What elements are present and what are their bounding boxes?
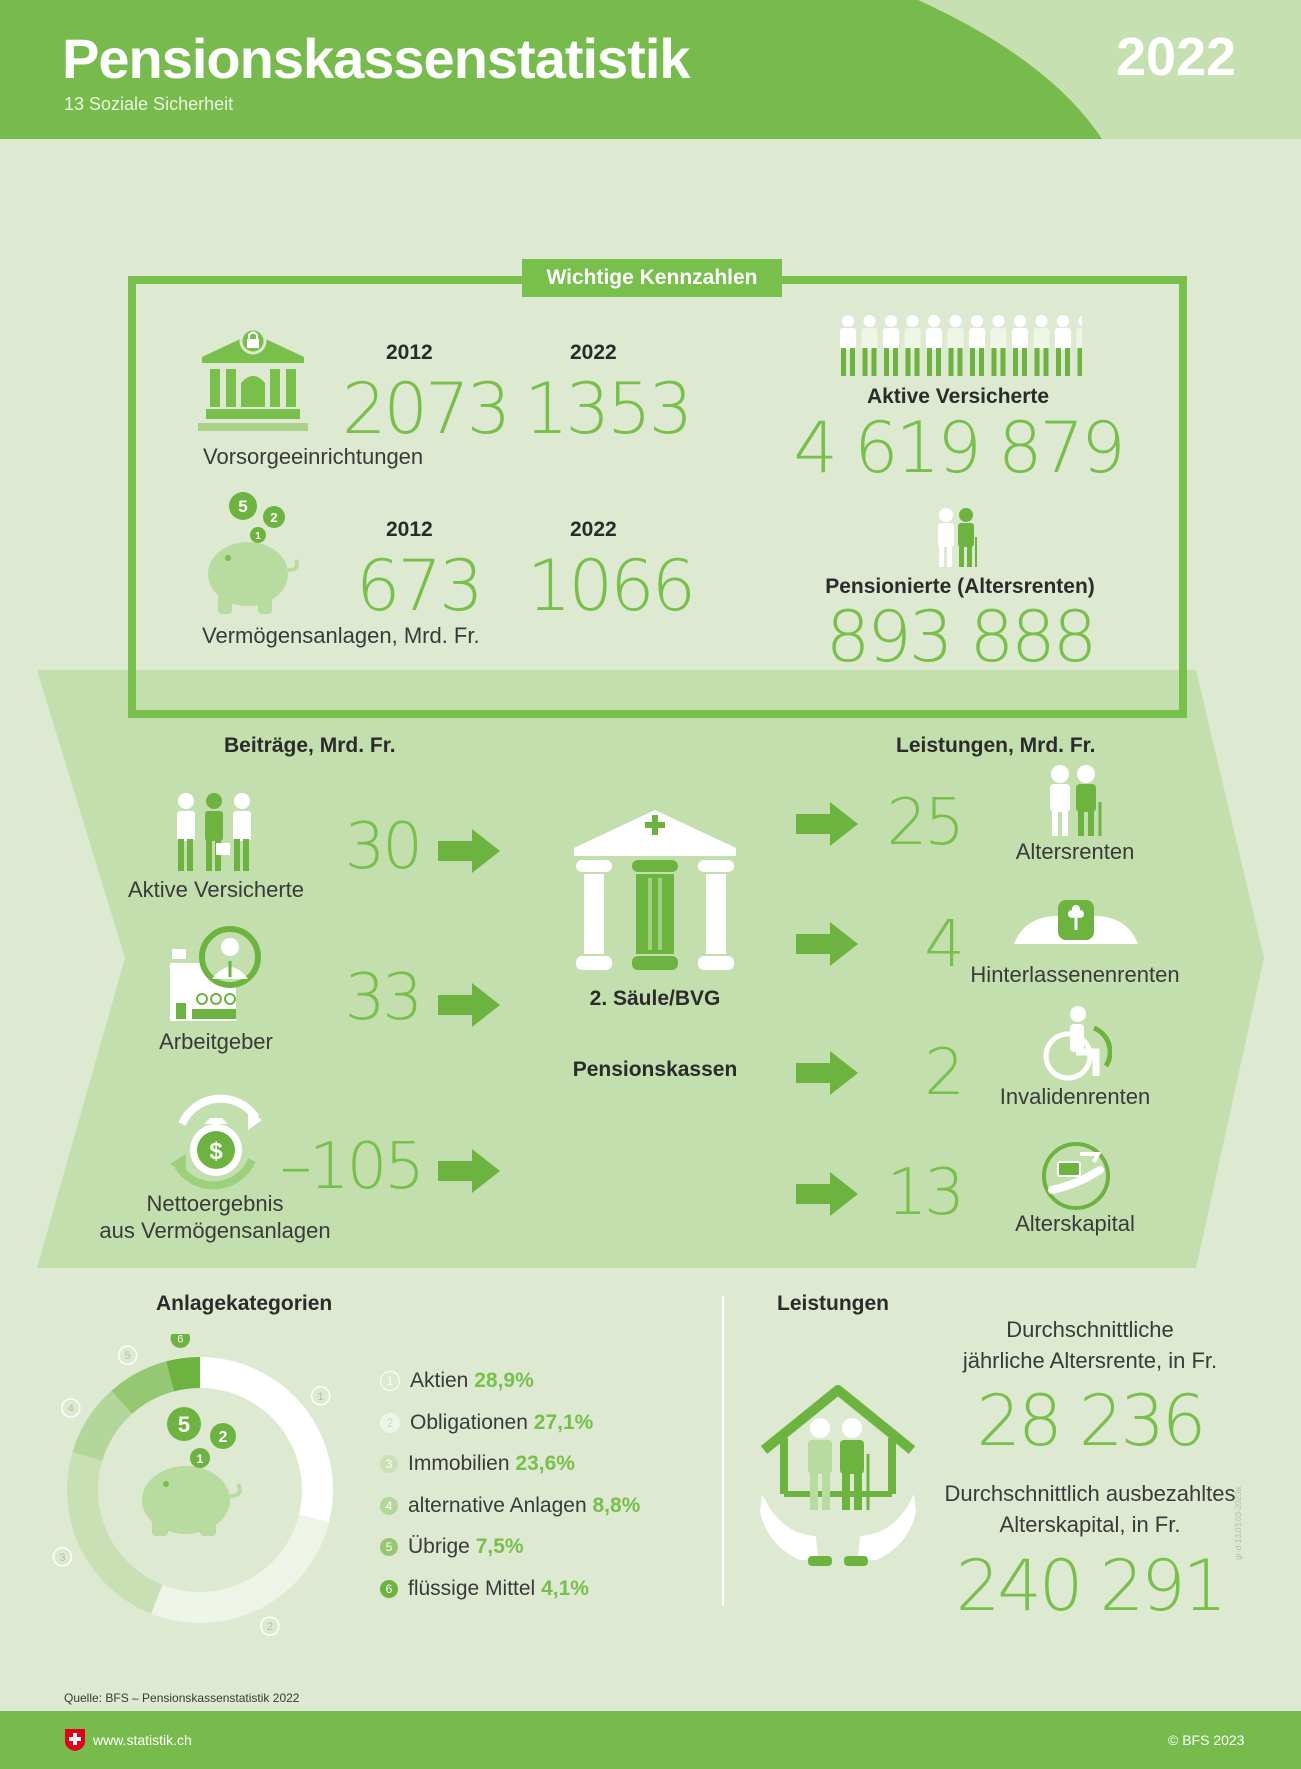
pensionierte-label: Pensionierte (Altersrenten)	[825, 575, 1095, 598]
person-figure	[905, 315, 921, 376]
aktive-label: Aktive Versicherte	[866, 385, 1050, 408]
legend-number-badge: 3	[380, 1455, 398, 1473]
kennzahlen-title: Wichtige Kennzahlen	[522, 259, 782, 297]
anlage-title: Anlagekategorien	[156, 1292, 333, 1315]
legend-pct: 23,6%	[515, 1452, 575, 1475]
header-corner-shape	[900, 0, 1301, 139]
grave-icon	[1014, 898, 1138, 948]
einrichtungen-year2: 2022	[570, 341, 617, 364]
einrichtungen-value-2022: 1353	[524, 368, 691, 450]
legend-item	[380, 1535, 680, 1577]
einrichtungen-label: Vorsorgeeinrichtungen	[203, 444, 424, 469]
svg-text:2: 2	[270, 510, 278, 525]
copyright: © BFS 2023	[1168, 1732, 1245, 1748]
legend-label: Aktien	[410, 1369, 469, 1392]
kapital-value: 240 291	[955, 1545, 1225, 1627]
leistungen-title: Leistungen	[777, 1292, 890, 1315]
center-label-pensionskassen: Pensionskassen	[572, 1058, 738, 1081]
legend-number-badge: 1	[380, 1371, 400, 1391]
input-label-arbeitgeber: Arbeitgeber	[159, 1029, 273, 1054]
legend-pct: 27,1%	[533, 1410, 594, 1434]
output-label-invaliden: Invalidenrenten	[999, 1084, 1151, 1109]
kapital-label-line1: Durchschnittlich ausbezahltes	[944, 1481, 1236, 1506]
legend-pct: 28,9%	[474, 1369, 534, 1392]
donut-badge-label-2: 2	[266, 1621, 273, 1634]
output-value-alterskapital: 13	[886, 1156, 962, 1230]
input-value-aktive: 30	[344, 810, 420, 884]
legend-pct: 8,8%	[592, 1493, 641, 1517]
wheelchair-icon	[1040, 1006, 1112, 1082]
output-label-hinterlassenen: Hinterlassenenrenten	[970, 962, 1180, 987]
aktive-value: 4 619 879	[793, 407, 1123, 489]
website-link[interactable]: www.statistik.ch	[93, 1732, 192, 1748]
piggy-bank-icon	[204, 492, 304, 618]
center-label-bvg: 2. Säule/BVG	[589, 987, 721, 1010]
svg-text:$: $	[209, 1138, 223, 1165]
legend-item	[380, 1494, 680, 1536]
pension-fund-building-icon	[572, 808, 738, 974]
vermoegen-value-2022: 1066	[527, 545, 694, 627]
input-value-netto: –105	[279, 1130, 422, 1204]
vermoegen-year1: 2012	[386, 518, 433, 541]
person-figure	[926, 315, 942, 376]
legend-label: flüssige Mittel	[408, 1576, 536, 1600]
person-figure	[1055, 315, 1071, 376]
elderly-couple-icon	[1046, 764, 1104, 838]
person-figure	[1034, 315, 1050, 376]
person-figure	[862, 315, 878, 376]
rente-label-line2: jährliche Altersrente, in Fr.	[962, 1348, 1218, 1373]
legend-label: Obligationen	[410, 1410, 528, 1434]
leistungen-flow-title: Leistungen, Mrd. Fr.	[896, 734, 1096, 757]
donut-badge-label-4: 4	[67, 1403, 74, 1416]
input-label-netto-1: Nettoergebnis	[146, 1191, 284, 1216]
legend-item	[380, 1369, 680, 1411]
svg-text:1: 1	[196, 1452, 204, 1466]
legend-item	[380, 1452, 680, 1494]
input-label-aktive: Aktive Versicherte	[127, 877, 305, 902]
person-figure	[1077, 315, 1083, 376]
output-value-hinterlassenen: 4	[924, 908, 962, 982]
house-hands-couple-icon	[756, 1384, 920, 1568]
legend-number-badge: 6	[380, 1580, 398, 1598]
legend-pct: 4,1%	[541, 1576, 589, 1600]
legend-number-badge: 4	[380, 1497, 398, 1515]
beitraege-title: Beiträge, Mrd. Fr.	[224, 734, 396, 757]
kapital-label-line2: Alterskapital, in Fr.	[999, 1512, 1181, 1537]
output-label-alterskapital: Alterskapital	[1015, 1211, 1135, 1236]
bank-lock-icon	[198, 325, 310, 435]
legend-label: Übrige	[408, 1535, 470, 1558]
workers-icon	[172, 791, 258, 873]
output-value-invaliden: 2	[924, 1036, 962, 1110]
header-year: 2022	[1116, 27, 1237, 87]
hand-money-icon	[1040, 1140, 1112, 1212]
anlage-legend	[380, 1369, 680, 1618]
legend-pct: 7,5%	[475, 1535, 524, 1558]
legend-item	[380, 1411, 680, 1453]
arrow-right-icon	[438, 983, 500, 1027]
input-label-netto-2: aus Vermögensanlagen	[99, 1218, 331, 1243]
einrichtungen-year1: 2012	[386, 341, 433, 364]
svg-text:5: 5	[238, 497, 248, 516]
vermoegen-value-2012: 673	[356, 545, 481, 627]
page-subtitle: 13 Soziale Sicherheit	[64, 94, 234, 114]
page-title: Pensionskassenstatistik	[62, 27, 690, 90]
side-code: gr-d-13.03.03-2023a	[1234, 1487, 1243, 1560]
people-row-icon	[838, 314, 1082, 378]
person-figure	[883, 315, 899, 376]
legend-number-badge: 5	[380, 1538, 398, 1556]
input-value-arbeitgeber: 33	[344, 961, 420, 1035]
legend-number-badge: 2	[380, 1413, 400, 1433]
output-label-altersrenten: Altersrenten	[1015, 839, 1135, 864]
person-figure	[948, 315, 964, 376]
footer-bar	[0, 1711, 1301, 1769]
swiss-flag-icon	[65, 1729, 85, 1751]
section-divider	[722, 1296, 724, 1606]
legend-label: alternative Anlagen	[408, 1493, 587, 1517]
vermoegen-label: Vermögensanlagen, Mrd. Fr.	[202, 623, 480, 648]
svg-text:1: 1	[255, 531, 261, 542]
legend-item	[380, 1577, 680, 1619]
rente-label-line1: Durchschnittliche	[1006, 1317, 1174, 1342]
rente-value: 28 236	[976, 1380, 1204, 1462]
person-figure	[969, 315, 985, 376]
svg-text:2: 2	[218, 1429, 228, 1446]
person-figure	[840, 315, 856, 376]
einrichtungen-value-2012: 2073	[342, 368, 509, 450]
pensionierte-value: 893 888	[825, 596, 1095, 678]
elderly-couple-icon	[934, 507, 980, 569]
factory-employer-icon	[168, 925, 264, 1021]
source-note: Quelle: BFS – Pensionskassenstatistik 2022	[64, 1691, 300, 1705]
piggy-bank-icon	[134, 1406, 258, 1536]
donut-badge-label-3: 3	[59, 1551, 66, 1564]
arrow-right-icon	[438, 1149, 500, 1193]
vermoegen-year2: 2022	[570, 518, 617, 541]
svg-text:5: 5	[177, 1412, 191, 1437]
donut-badge-label-1: 1	[317, 1390, 324, 1403]
arrow-right-icon	[438, 829, 500, 873]
donut-badge-label-6: 6	[177, 1334, 184, 1346]
person-figure	[991, 315, 1007, 376]
person-figure	[1012, 315, 1028, 376]
output-value-altersrenten: 25	[886, 786, 962, 860]
donut-badge-label-5: 5	[124, 1350, 131, 1363]
legend-label: Immobilien	[408, 1452, 510, 1475]
